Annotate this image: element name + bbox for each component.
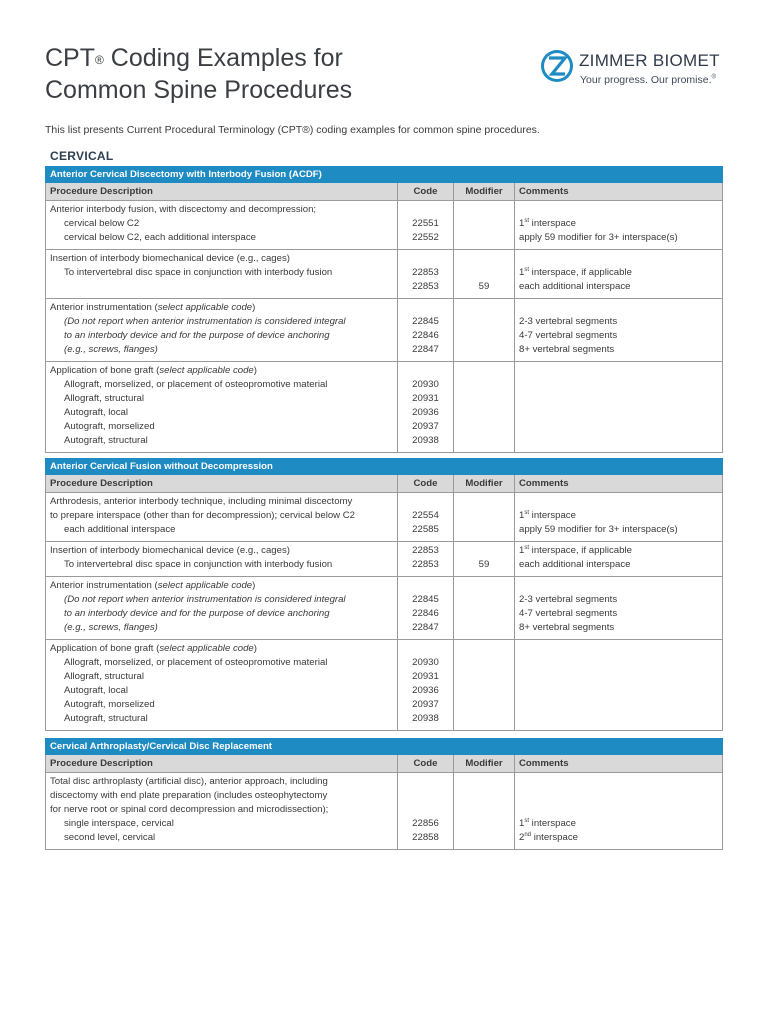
modifier-value xyxy=(454,656,514,670)
description-line: Anterior interbody fusion, with discectomy and decompression; xyxy=(50,204,317,215)
code-value: 20930 xyxy=(412,657,439,668)
italic-note: select applicable code xyxy=(159,643,254,654)
comment-line xyxy=(519,558,722,572)
description-line: discectomy with end plate preparation (includes osteophytectomy xyxy=(50,790,328,801)
code-value: 22853 xyxy=(412,281,439,292)
header-modifier: Modifier xyxy=(454,755,515,772)
ordinal-suffix: nd xyxy=(524,832,532,838)
description-line xyxy=(50,266,397,280)
line-text: Allograft, structural xyxy=(64,671,144,682)
line-text: Allograft, morselized, or placement of osteopromotive material xyxy=(64,379,328,390)
modifier-cell xyxy=(454,542,515,576)
table-row xyxy=(45,577,723,640)
description-line xyxy=(50,392,397,406)
modifier-value xyxy=(454,329,514,343)
title-registered-mark: ® xyxy=(95,53,104,67)
comment-line xyxy=(519,775,722,789)
line-text-after: ) xyxy=(253,365,257,376)
modifier-cell xyxy=(454,299,515,361)
modifier-value xyxy=(454,434,514,448)
line-text: each additional interspace xyxy=(64,524,176,535)
line-text: single interspace, cervical xyxy=(64,818,174,829)
modifier-cell xyxy=(454,493,515,541)
code-value: 22846 xyxy=(412,330,439,341)
line-text: 1 xyxy=(519,818,525,829)
table-row xyxy=(45,493,723,542)
modifier-value xyxy=(454,593,514,607)
line-text: To intervertebral disc space in conjunction with interbody fusion xyxy=(64,559,333,570)
modifier-value xyxy=(454,378,514,392)
modifier-value xyxy=(454,698,514,712)
code-value: 22853 xyxy=(412,267,439,278)
code-value: 22853 xyxy=(412,545,439,556)
modifier-value xyxy=(454,803,514,817)
zimmer-biomet-logo-icon xyxy=(540,49,574,83)
code-cell xyxy=(398,201,454,249)
italic-note: (e.g., screws, flanges) xyxy=(64,344,158,355)
description-line xyxy=(50,621,397,635)
table-row xyxy=(45,773,723,850)
code-value: 20931 xyxy=(412,671,439,682)
line-text: 2-3 vertebral segments xyxy=(519,594,618,605)
header-procedure-description: Procedure Description xyxy=(46,755,398,772)
line-text: Allograft, structural xyxy=(64,393,144,404)
modifier-value xyxy=(454,621,514,635)
modifier-value xyxy=(454,266,514,280)
header-comments: Comments xyxy=(519,186,569,197)
comments-cell xyxy=(515,577,722,639)
description-line: Total disc arthroplasty (artificial disc), anterior approach, including xyxy=(50,776,328,787)
code-value: 22846 xyxy=(412,608,439,619)
ordinal-suffix: st xyxy=(524,510,530,516)
comment-line xyxy=(519,217,722,231)
description-line xyxy=(50,558,397,572)
modifier-value xyxy=(454,392,514,406)
table-row xyxy=(45,250,723,299)
code-cell xyxy=(398,773,454,849)
title-line-1-text: Coding Examples for xyxy=(103,44,343,72)
table-title: Anterior Cervical Fusion without Decompression xyxy=(45,458,723,475)
comment-line xyxy=(519,523,722,537)
description-line xyxy=(50,329,397,343)
procedure-table xyxy=(45,166,723,453)
line-text: each additional interspace xyxy=(519,281,631,292)
comment-line xyxy=(519,203,722,217)
description-line xyxy=(50,712,397,726)
code-value: 22552 xyxy=(412,232,439,243)
modifier-value xyxy=(454,315,514,329)
line-text: Autograft, structural xyxy=(64,713,148,724)
code-value: 22856 xyxy=(412,818,439,829)
procedure-description-cell xyxy=(46,362,398,452)
code-value: 20936 xyxy=(412,407,439,418)
code-value: 20937 xyxy=(412,699,439,710)
header-modifier: Modifier xyxy=(454,183,515,200)
ordinal-suffix: st xyxy=(524,267,530,273)
line-text-after: ) xyxy=(252,580,256,591)
description-line xyxy=(50,593,397,607)
line-text-after: ) xyxy=(253,643,257,654)
line-text: Autograft, morselized xyxy=(64,421,155,432)
line-text-after: interspace xyxy=(529,218,576,229)
comments-cell xyxy=(515,640,722,730)
code-value xyxy=(398,775,453,789)
line-text: Anterior instrumentation ( xyxy=(50,580,158,591)
comment-line xyxy=(519,509,722,523)
ordinal-suffix: st xyxy=(524,818,530,824)
modifier-value xyxy=(454,343,514,357)
line-text: apply 59 modifier for 3+ interspace(s) xyxy=(519,232,678,243)
comment-line xyxy=(519,642,722,656)
comment-line xyxy=(519,266,722,280)
modifier-value xyxy=(454,789,514,803)
comment-line xyxy=(519,544,722,558)
comment-line xyxy=(519,789,722,803)
header-modifier: Modifier xyxy=(454,475,515,492)
header-code: Code xyxy=(398,183,454,200)
line-text: Autograft, local xyxy=(64,685,128,696)
description-line xyxy=(50,698,397,712)
modifier-value xyxy=(454,642,514,656)
table-title: Anterior Cervical Discectomy with Interbody Fusion (ACDF) xyxy=(45,166,723,183)
header-code: Code xyxy=(398,755,454,772)
modifier-value xyxy=(454,579,514,593)
procedure-description-cell xyxy=(46,640,398,730)
procedure-table xyxy=(45,458,723,731)
code-cell xyxy=(398,577,454,639)
code-value xyxy=(398,642,453,656)
italic-note: to an interbody device and for the purpose of device anchoring xyxy=(64,608,330,619)
line-text-after: interspace, if applicable xyxy=(529,267,632,278)
table-row xyxy=(45,640,723,731)
comment-line xyxy=(519,231,722,245)
modifier-cell xyxy=(454,201,515,249)
code-value xyxy=(398,495,453,509)
comment-line xyxy=(519,579,722,593)
modifier-value xyxy=(454,406,514,420)
line-text: 1 xyxy=(519,545,525,556)
code-value: 20930 xyxy=(412,379,439,390)
modifier-value xyxy=(454,364,514,378)
modifier-value: 59 xyxy=(478,281,490,292)
table-title: Cervical Arthroplasty/Cervical Disc Replacement xyxy=(45,738,723,755)
description-line: Insertion of interbody biomechanical device (e.g., cages) xyxy=(50,545,290,556)
code-cell xyxy=(398,362,454,452)
line-text: 8+ vertebral segments xyxy=(519,622,615,633)
comment-line xyxy=(519,280,722,294)
modifier-value xyxy=(454,544,514,558)
line-text: Anterior instrumentation ( xyxy=(50,302,158,313)
code-value xyxy=(398,803,453,817)
line-text: Autograft, morselized xyxy=(64,699,155,710)
code-value: 22847 xyxy=(412,344,439,355)
description-line xyxy=(50,579,397,593)
comment-line xyxy=(519,364,722,378)
line-text-after: interspace, if applicable xyxy=(529,545,632,556)
description-line xyxy=(50,523,397,537)
line-text: 1 xyxy=(519,267,525,278)
comment-line xyxy=(519,621,722,635)
comments-cell xyxy=(515,542,722,576)
modifier-cell xyxy=(454,577,515,639)
code-cell xyxy=(398,542,454,576)
modifier-cell xyxy=(454,250,515,298)
description-line xyxy=(50,343,397,357)
description-line xyxy=(50,420,397,434)
logo-tagline-mark: ® xyxy=(711,74,716,81)
description-line xyxy=(50,607,397,621)
modifier-value xyxy=(454,817,514,831)
description-line: Arthrodesis, anterior interbody technique, including minimal discectomy xyxy=(50,496,353,507)
comment-line xyxy=(519,315,722,329)
description-line xyxy=(50,434,397,448)
description-line xyxy=(50,642,397,656)
modifier-value xyxy=(454,231,514,245)
comment-line xyxy=(519,301,722,315)
line-text: apply 59 modifier for 3+ interspace(s) xyxy=(519,524,678,535)
comment-line xyxy=(519,831,722,845)
line-text: second level, cervical xyxy=(64,832,156,843)
modifier-value xyxy=(454,712,514,726)
line-text: Autograft, structural xyxy=(64,435,148,446)
comment-line xyxy=(519,329,722,343)
code-value xyxy=(398,301,453,315)
comments-cell xyxy=(515,362,722,452)
code-value: 22554 xyxy=(412,510,439,521)
table-header-row xyxy=(45,183,723,201)
modifier-value xyxy=(454,509,514,523)
code-value: 22847 xyxy=(412,622,439,633)
code-value: 22551 xyxy=(412,218,439,229)
modifier-cell xyxy=(454,362,515,452)
title-line-2: Common Spine Procedures xyxy=(45,76,353,104)
comment-line xyxy=(519,343,722,357)
code-value: 20938 xyxy=(412,435,439,446)
modifier-value xyxy=(454,203,514,217)
procedure-description-cell xyxy=(46,773,398,849)
description-line xyxy=(50,670,397,684)
italic-note: select applicable code xyxy=(157,302,253,313)
modifier-cell xyxy=(454,773,515,849)
intro-text: This list presents Current Procedural Terminology (CPT®) coding examples for common spine procedures. xyxy=(45,124,540,136)
italic-note: select applicable code xyxy=(159,365,254,376)
description-line: for nerve root or spinal cord decompression and microdissection); xyxy=(50,804,329,815)
header-comments: Comments xyxy=(519,758,569,769)
modifier-value xyxy=(454,495,514,509)
table-row xyxy=(45,542,723,577)
italic-note: (e.g., screws, flanges) xyxy=(64,622,158,633)
modifier-value xyxy=(454,420,514,434)
modifier-value xyxy=(454,607,514,621)
procedure-description-cell xyxy=(46,493,398,541)
code-value xyxy=(398,364,453,378)
code-value: 22845 xyxy=(412,594,439,605)
section-heading: CERVICAL xyxy=(50,149,114,163)
page-title xyxy=(45,42,352,106)
line-text: each additional interspace xyxy=(519,559,631,570)
line-text: To intervertebral disc space in conjunction with interbody fusion xyxy=(64,267,333,278)
line-text: Autograft, local xyxy=(64,407,128,418)
ordinal-suffix: st xyxy=(524,545,530,551)
code-value xyxy=(398,203,453,217)
comments-cell xyxy=(515,493,722,541)
description-line xyxy=(50,315,397,329)
code-cell xyxy=(398,299,454,361)
line-text: 8+ vertebral segments xyxy=(519,344,615,355)
modifier-value xyxy=(454,684,514,698)
code-cell xyxy=(398,493,454,541)
code-cell xyxy=(398,250,454,298)
modifier-value xyxy=(454,670,514,684)
title-cpt: CPT xyxy=(45,44,95,72)
logo-tagline-text: Your progress. Our promise. xyxy=(580,74,712,86)
comment-line xyxy=(519,607,722,621)
line-text-after: interspace xyxy=(529,510,576,521)
description-line xyxy=(50,378,397,392)
code-value xyxy=(398,789,453,803)
procedure-description-cell xyxy=(46,250,398,298)
comment-line xyxy=(519,817,722,831)
table-row xyxy=(45,362,723,453)
comments-cell xyxy=(515,773,722,849)
description-line xyxy=(50,364,397,378)
italic-note: (Do not report when anterior instrumentation is considered integral xyxy=(64,594,346,605)
line-text: 2 xyxy=(519,832,525,843)
procedure-description-cell xyxy=(46,542,398,576)
line-text: 4-7 vertebral segments xyxy=(519,330,618,341)
modifier-value xyxy=(454,217,514,231)
modifier-value xyxy=(454,252,514,266)
procedure-description-cell xyxy=(46,201,398,249)
header-procedure-description: Procedure Description xyxy=(46,475,398,492)
line-text: Application of bone graft ( xyxy=(50,643,160,654)
description-line xyxy=(50,831,397,845)
table-header-row xyxy=(45,475,723,493)
italic-note: select applicable code xyxy=(157,580,253,591)
description-line xyxy=(50,217,397,231)
line-text: cervical below C2 xyxy=(64,218,140,229)
procedure-description-cell xyxy=(46,577,398,639)
modifier-value: 59 xyxy=(478,559,490,570)
description-line xyxy=(50,656,397,670)
comment-line xyxy=(519,252,722,266)
code-value: 22853 xyxy=(412,559,439,570)
logo-tagline xyxy=(580,74,716,86)
code-value: 22845 xyxy=(412,316,439,327)
comment-line xyxy=(519,803,722,817)
header-code: Code xyxy=(398,475,454,492)
description-line: Insertion of interbody biomechanical device (e.g., cages) xyxy=(50,253,290,264)
comment-line xyxy=(519,495,722,509)
line-text: Allograft, morselized, or placement of osteopromotive material xyxy=(64,657,328,668)
table-row xyxy=(45,201,723,250)
description-line xyxy=(50,231,397,245)
italic-note: to an interbody device and for the purpose of device anchoring xyxy=(64,330,330,341)
modifier-value xyxy=(454,523,514,537)
code-value: 20937 xyxy=(412,421,439,432)
description-line xyxy=(50,817,397,831)
modifier-cell xyxy=(454,640,515,730)
procedure-description-cell xyxy=(46,299,398,361)
code-value: 22858 xyxy=(412,832,439,843)
description-line xyxy=(50,684,397,698)
line-text: 1 xyxy=(519,510,525,521)
code-cell xyxy=(398,640,454,730)
table-row xyxy=(45,299,723,362)
header-comments: Comments xyxy=(519,478,569,489)
line-text: Application of bone graft ( xyxy=(50,365,160,376)
table-header-row xyxy=(45,755,723,773)
line-text: cervical below C2, each additional interspace xyxy=(64,232,256,243)
code-value: 20938 xyxy=(412,713,439,724)
description-line xyxy=(50,280,397,294)
code-value xyxy=(398,252,453,266)
comments-cell xyxy=(515,201,722,249)
modifier-value xyxy=(454,831,514,845)
comments-cell xyxy=(515,250,722,298)
code-value: 20936 xyxy=(412,685,439,696)
line-text: 2-3 vertebral segments xyxy=(519,316,618,327)
line-text-after: interspace xyxy=(531,832,578,843)
code-value: 20931 xyxy=(412,393,439,404)
comment-line xyxy=(519,593,722,607)
line-text: 4-7 vertebral segments xyxy=(519,608,618,619)
logo-brand-text: ZIMMER BIOMET xyxy=(579,51,720,70)
procedure-table xyxy=(45,738,723,850)
line-text-after: interspace xyxy=(529,818,576,829)
line-text: 1 xyxy=(519,218,525,229)
modifier-value xyxy=(454,775,514,789)
description-line xyxy=(50,406,397,420)
code-value: 22585 xyxy=(412,524,439,535)
zimmer-biomet-logo xyxy=(540,46,730,90)
comments-cell xyxy=(515,299,722,361)
ordinal-suffix: st xyxy=(524,218,530,224)
code-value xyxy=(398,579,453,593)
description-line: to prepare interspace (other than for decompression); cervical below C2 xyxy=(50,510,356,521)
header-procedure-description: Procedure Description xyxy=(46,183,398,200)
title-line-1 xyxy=(45,42,352,74)
italic-note: (Do not report when anterior instrumentation is considered integral xyxy=(64,316,346,327)
description-line xyxy=(50,301,397,315)
modifier-value xyxy=(454,301,514,315)
line-text-after: ) xyxy=(252,302,256,313)
